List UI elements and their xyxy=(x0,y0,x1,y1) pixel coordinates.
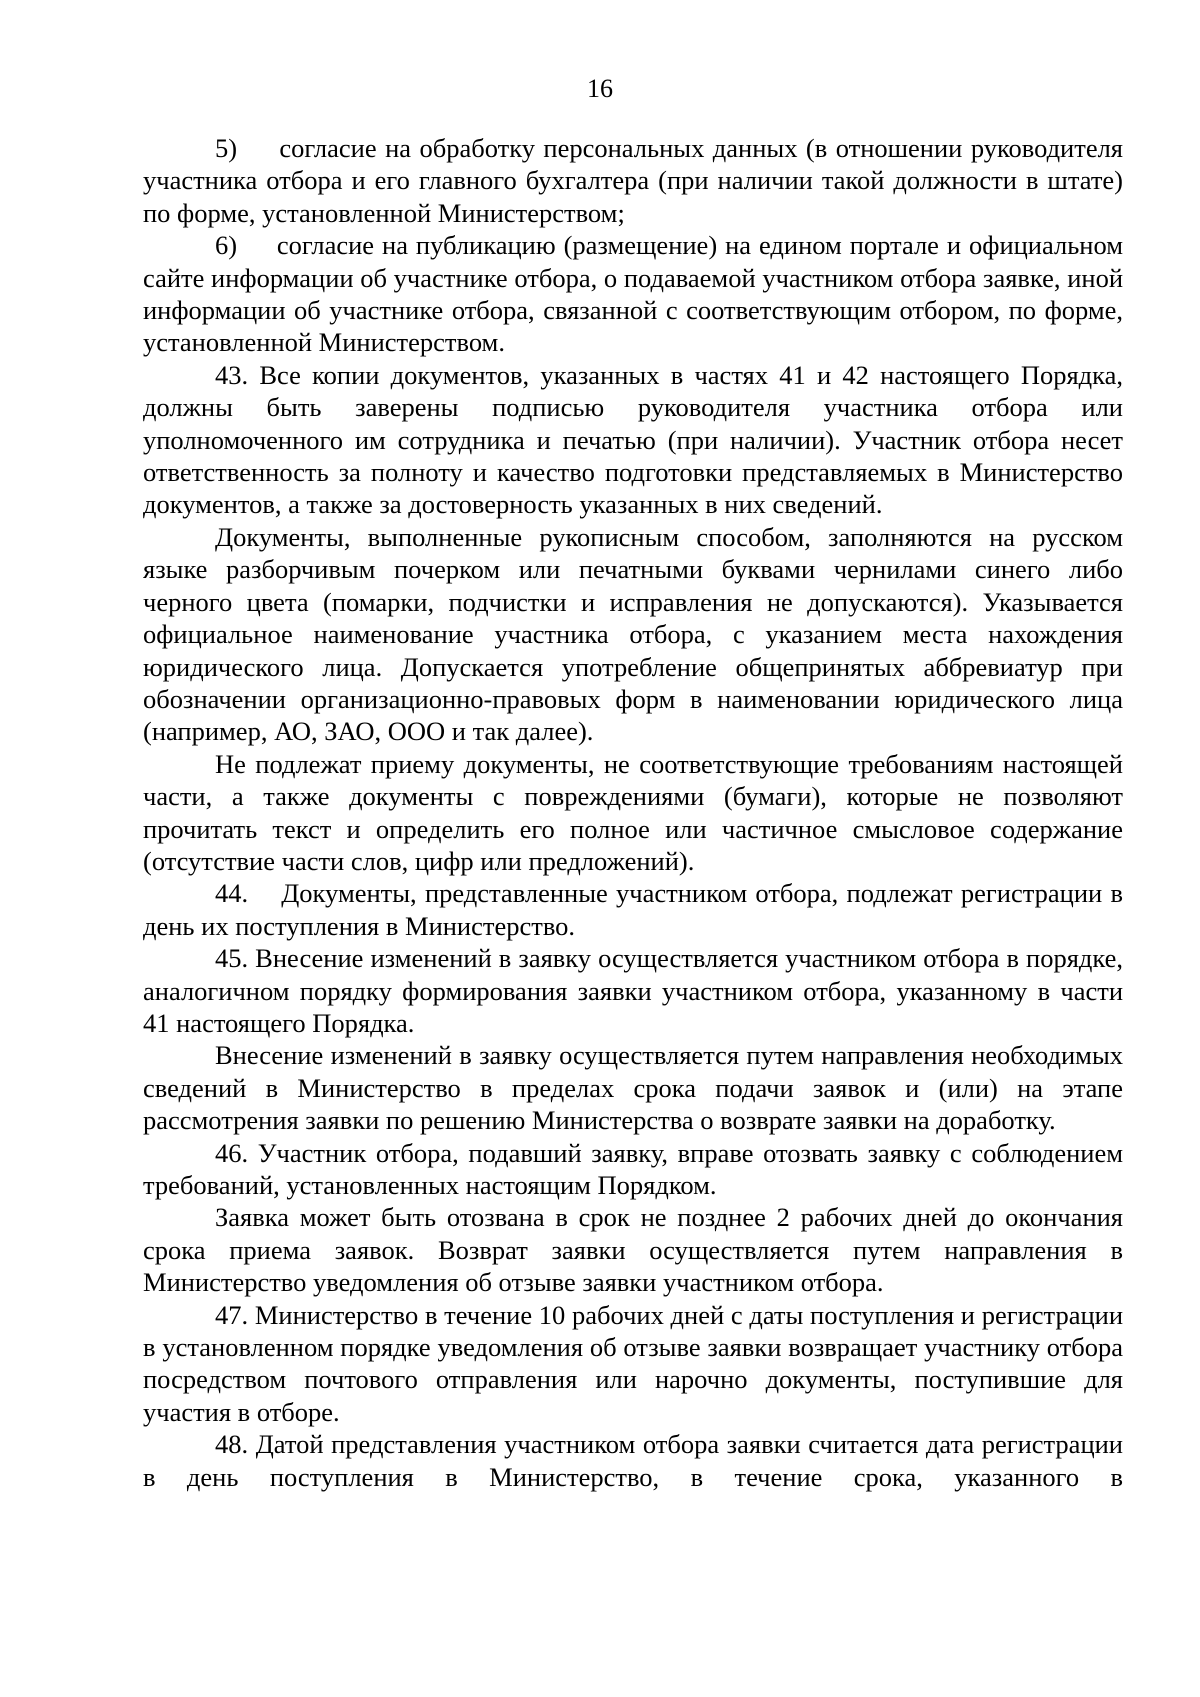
paragraph-43: 43. Все копии документов, указанных в частях 41 и 42 настоящего Порядка, должны быть заверены подписью руководителя участника отбора или уполномоченного им сотрудника и печатью (при наличии). Участник отбора несет ответственность за полноту и качество подготовки представляемых в Министерство документов, а также за достоверность указанных в них сведений. xyxy=(143,359,1123,520)
paragraph-43-handwritten-docs: Документы, выполненные рукописным способом, заполняются на русском языке разборчивым почерком или печатными буквами чернилами синего либо черного цвета (помарки, подчистки и исправления не допускаются). Указывается официальное наименование участника отбора, с указанием места нахождения юридического лица. Допускается употребление общепринятых аббревиатур при обозначении организационно-правовых форм в наименовании юридического лица (например, АО, ЗАО, ООО и так далее). xyxy=(143,521,1123,747)
paragraph-46-withdrawal: Заявка может быть отозвана в срок не позднее 2 рабочих дней до окончания срока приема заявок. Возврат заявки осуществляется путем направления в Министерство уведомления об отзыве заявки участником отбора. xyxy=(143,1202,1123,1298)
document-body xyxy=(143,132,1123,1493)
paragraph-45-changes: Внесение изменений в заявку осуществляется путем направления необходимых сведений в Министерство в пределах срока подачи заявок и (или) на этапе рассмотрения заявки по решению Министерства о возврате заявки на доработку. xyxy=(143,1040,1123,1136)
paragraph-item-5: 5) согласие на обработку персональных данных (в отношении руководителя участника отбора и его главного бухгалтера (при наличии такой должности в штате) по форме, установленной Министерством; xyxy=(143,133,1123,228)
paragraph-47: 47. Министерство в течение 10 рабочих дней с даты поступления и регистрации в установленном порядке уведомления об отзыве заявки возвращает участнику отбора посредством почтового отправления или нарочно документы, поступившие для участия в отборе. xyxy=(143,1299,1123,1427)
paragraph-45: 45. Внесение изменений в заявку осуществляется участником отбора в порядке, аналогичном порядку формирования заявки участником отбора, указанному в части 41 настоящего Порядка. xyxy=(143,943,1123,1038)
paragraph-item-6: 6) согласие на публикацию (размещение) на едином портале и официальном сайте информации об участнике отбора, о подаваемой участником отбора заявке, иной информации об участнике отбора, связанной с соответствующим отбором, по форме, установленной Министерством. xyxy=(143,230,1123,358)
paragraph-48: 48. Датой представления участником отбора заявки считается дата регистрации в день поступления в Министерство, в течение срока, указанного в xyxy=(143,1429,1123,1492)
paragraph-44: 44. Документы, представленные участником отбора, подлежат регистрации в день их поступления в Министерство. xyxy=(143,878,1123,941)
paragraph-43-not-accepted: Не подлежат приему документы, не соответствующие требованиям настоящей части, а также документы с повреждениями (бумаги), которые не позволяют прочитать текст и определить его полное или частичное смысловое содержание (отсутствие части слов, цифр или предложений). xyxy=(143,748,1123,876)
page-number: 16 xyxy=(587,74,613,103)
paragraph-46: 46. Участник отбора, подавший заявку, вправе отозвать заявку с соблюдением требований, установленных настоящим Порядком. xyxy=(143,1137,1123,1200)
